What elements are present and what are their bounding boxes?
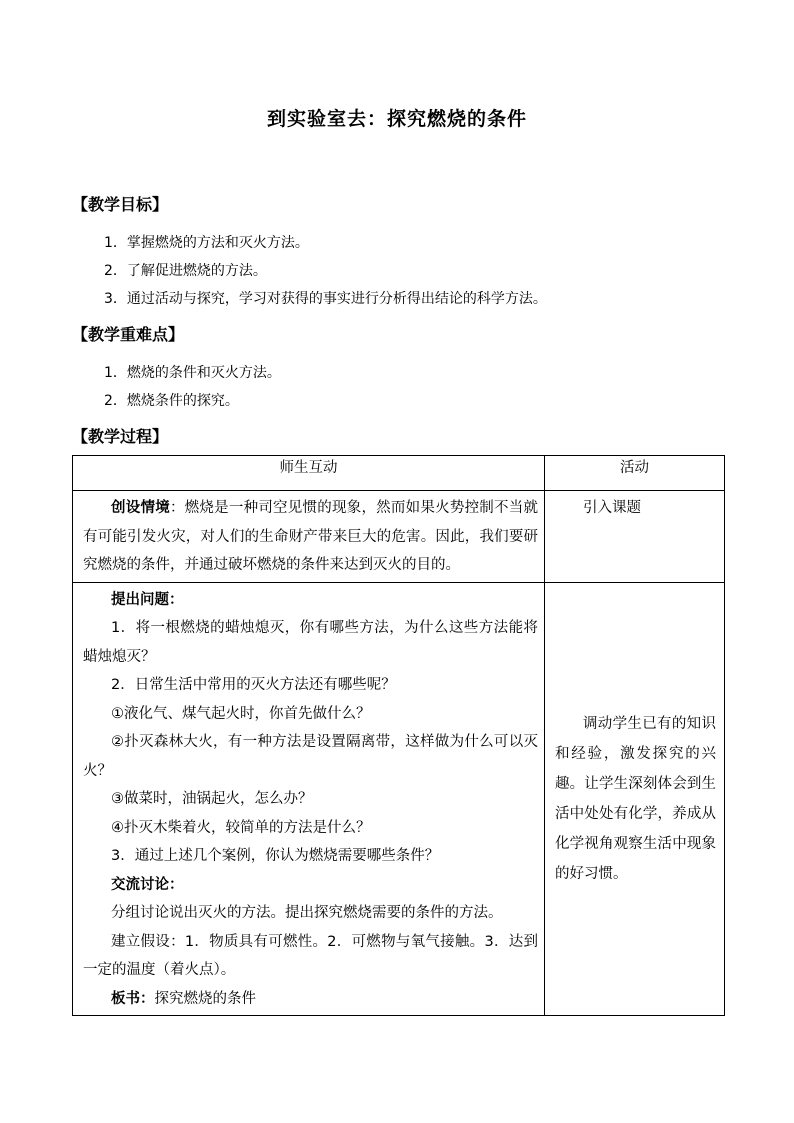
scenario-text: ：燃烧是一种司空见惯的现象，然而如果火势控制不当就有可能引发火灾，对人们的生命财产带来巨大的危害。因此，我们要研究燃烧的条件，并通过破坏燃烧的条件来达到灭火的目的。 <box>83 500 539 573</box>
question-2b: ②扑灭森林大火，有一种方法是设置隔离带，这样做为什么可以灭火？ <box>83 734 538 779</box>
row1-activity-cell <box>545 491 725 583</box>
column-header-interaction: 师生互动 <box>73 456 545 491</box>
row1-activity-text: 引入课题 <box>583 500 641 516</box>
scenario-paragraph <box>83 494 538 580</box>
list-item: 2．燃烧条件的探究。 <box>104 393 239 409</box>
question-1: 1．将一根燃烧的蜡烛熄灭，你有哪些方法，为什么这些方法能将蜡烛熄灭？ <box>83 620 538 665</box>
column-header-activity: 活动 <box>545 456 725 491</box>
question-2a: ①液化气、煤气起火时，你首先做什么？ <box>111 705 371 722</box>
question-2c: ③做菜时，油锅起火，怎么办？ <box>111 791 313 807</box>
key-points-heading: 【教学重难点】 <box>72 325 185 344</box>
list-item: 1．燃烧的条件和灭火方法。 <box>104 365 281 381</box>
objectives-list <box>104 229 547 313</box>
process-heading: 【教学过程】 <box>72 427 169 446</box>
question-3: 3．通过上述几个案例，你认为燃烧需要哪些条件？ <box>111 848 440 864</box>
question-2: 2．日常生活中常用的灭火方法还有哪些呢？ <box>111 677 396 693</box>
table-row <box>73 582 725 1016</box>
list-item: 2．了解促进燃烧的方法。 <box>104 263 267 279</box>
board-line <box>83 985 538 1014</box>
ask-label: 提出问题： <box>111 591 184 608</box>
objectives-heading: 【教学目标】 <box>72 195 169 214</box>
discuss-text: 分组讨论说出灭火的方法。提出探究燃烧需要的条件的方法。 <box>111 905 503 921</box>
table-header-row <box>73 456 725 491</box>
row2-interaction-cell <box>73 582 545 1016</box>
board-text: 探究燃烧的条件 <box>154 990 256 1007</box>
key-points-list <box>104 359 281 415</box>
table-row <box>73 491 725 583</box>
list-item: 3．通过活动与探究，学习对获得的事实进行分析得出结论的科学方法。 <box>104 291 547 307</box>
process-table <box>72 455 725 1016</box>
hypothesis-text: 建立假设：1．物质具有可燃性。2．可燃物与氧气接触。3．达到一定的温度（着火点）。 <box>83 933 538 978</box>
list-item: 1．掌握燃烧的方法和灭火方法。 <box>104 235 309 251</box>
discuss-label: 交流讨论： <box>111 876 184 893</box>
document-title: 到实验室去：探究燃烧的条件 <box>266 108 527 130</box>
row2-activity-text: 调动学生已有的知识和经验，激发探究的兴趣。让学生深刻体会到生活中处处有化学，养成从化学视角观察生活中现象的好习惯。 <box>555 716 716 883</box>
board-label: 板书： <box>111 990 155 1007</box>
question-2d: ④扑灭木柴着火，较简单的方法是什么？ <box>111 819 371 836</box>
row2-activity-cell <box>545 582 725 1016</box>
scenario-label: 创设情境 <box>111 500 170 516</box>
row1-interaction-cell <box>73 491 545 583</box>
